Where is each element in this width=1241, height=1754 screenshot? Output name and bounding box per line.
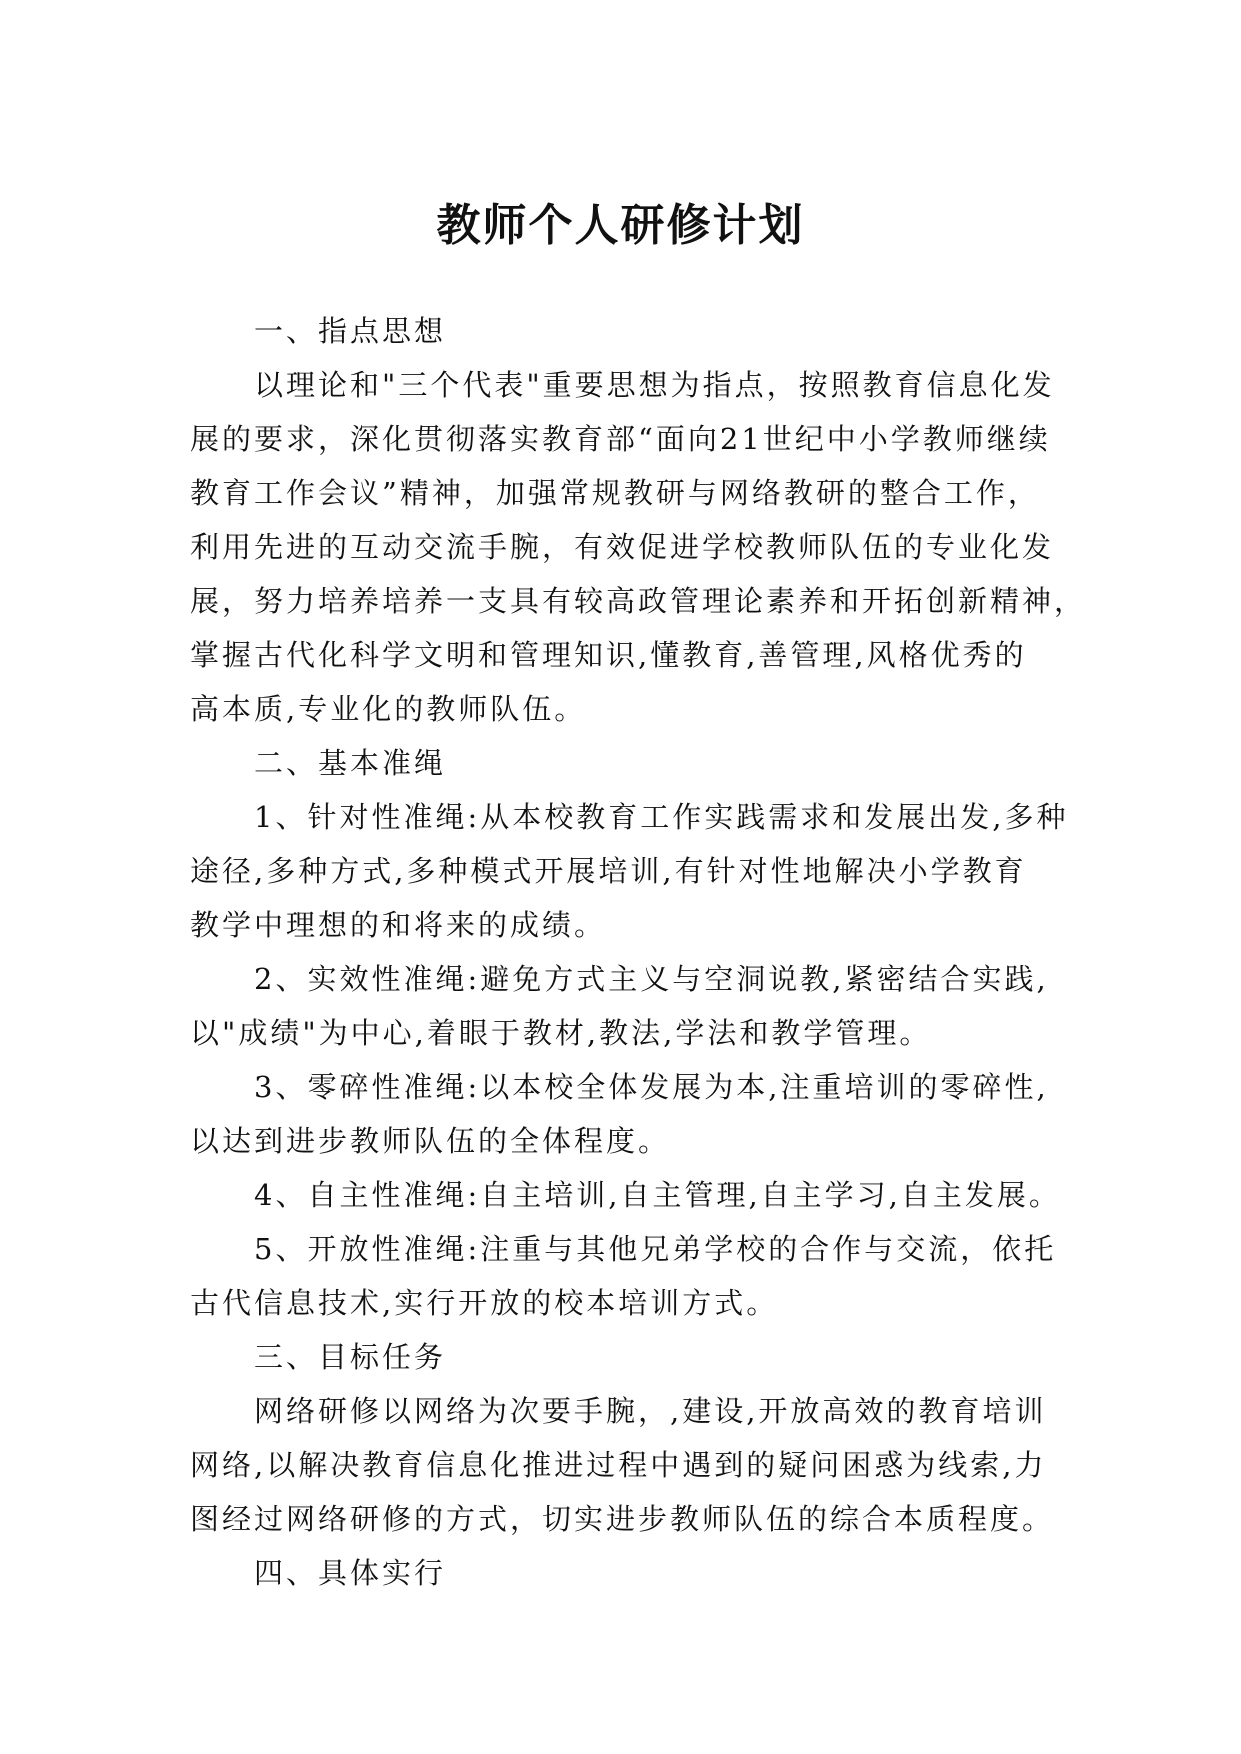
section-heading-basic-principles xyxy=(190,736,1070,790)
text-line: 利用先进的互动交流手腕，有效促进学校教师队伍的专业化发 xyxy=(190,530,1055,564)
text-line: 3、零碎性准绳:以本校全体发展为本,注重培训的零碎性, xyxy=(254,1070,1049,1104)
text-line: 四、具体实行 xyxy=(254,1556,447,1590)
paragraph-principle-3 xyxy=(190,1060,1070,1168)
text-line: 图经过网络研修的方式，切实进步教师队伍的综合本质程度。 xyxy=(190,1502,1055,1536)
section-heading-goals xyxy=(190,1330,1070,1384)
text-line: 古代信息技术,实行开放的校本培训方式。 xyxy=(190,1286,779,1320)
document-title: 教师个人研修计划 xyxy=(436,200,805,251)
text-line: 1、针对性准绳:从本校教育工作实践需求和发展出发,多种 xyxy=(254,800,1069,834)
paragraph-principle-5 xyxy=(190,1222,1070,1330)
text-line: 网络,以解决教育信息化推进过程中遇到的疑问困惑为线索,力 xyxy=(190,1448,1047,1482)
paragraph-principle-1 xyxy=(190,790,1070,952)
text-line: 5、开放性准绳:注重与其他兄弟学校的合作与交流，依托 xyxy=(254,1232,1057,1266)
text-line: 网络研修以网络为次要手腕，,建设,开放高效的教育培训 xyxy=(254,1394,1047,1428)
text-line: 三、目标任务 xyxy=(254,1340,447,1374)
paragraph-goals xyxy=(190,1384,1070,1546)
text-line: 4、自主性准绳:自主培训,自主管理,自主学习,自主发展。 xyxy=(254,1178,1061,1212)
text-line: 以达到进步教师队伍的全体程度。 xyxy=(190,1124,671,1158)
text-line: 掌握古代化科学文明和管理知识,懂教育,善管理,风格优秀的 xyxy=(190,638,1027,672)
text-line: 展，努力培养培养一支具有较高政管理论素养和开拓创新精神， xyxy=(190,584,1087,618)
paragraph-principle-2 xyxy=(190,952,1070,1060)
paragraph-guiding-thought xyxy=(190,358,1087,736)
text-line: 高本质,专业化的教师队伍。 xyxy=(190,692,587,726)
text-line: 展的要求，深化贯彻落实教育部“面向21世纪中小学教师继续 xyxy=(190,422,1051,456)
text-line: 以"成绩"为中心,着眼于教材,教法,学法和教学管理。 xyxy=(190,1016,932,1050)
text-line: 一、指点思想 xyxy=(254,314,447,348)
document-body xyxy=(190,304,1087,1600)
text-line: 二、基本准绳 xyxy=(254,746,447,780)
text-line: 2、实效性准绳:避免方式主义与空洞说教,紧密结合实践, xyxy=(254,962,1049,996)
text-line: 教育工作会议”精神，加强常规教研与网络教研的整合工作， xyxy=(190,476,1040,510)
section-heading-implementation xyxy=(190,1546,1070,1600)
text-line: 以理论和"三个代表"重要思想为指点，按照教育信息化发 xyxy=(254,368,1055,402)
paragraph-principle-4 xyxy=(190,1168,1070,1222)
text-line: 教学中理想的和将来的成绩。 xyxy=(190,908,607,942)
section-heading-guiding-thought xyxy=(190,304,1070,358)
text-line: 途径,多种方式,多种模式开展培训,有针对性地解决小学教育 xyxy=(190,854,1027,888)
